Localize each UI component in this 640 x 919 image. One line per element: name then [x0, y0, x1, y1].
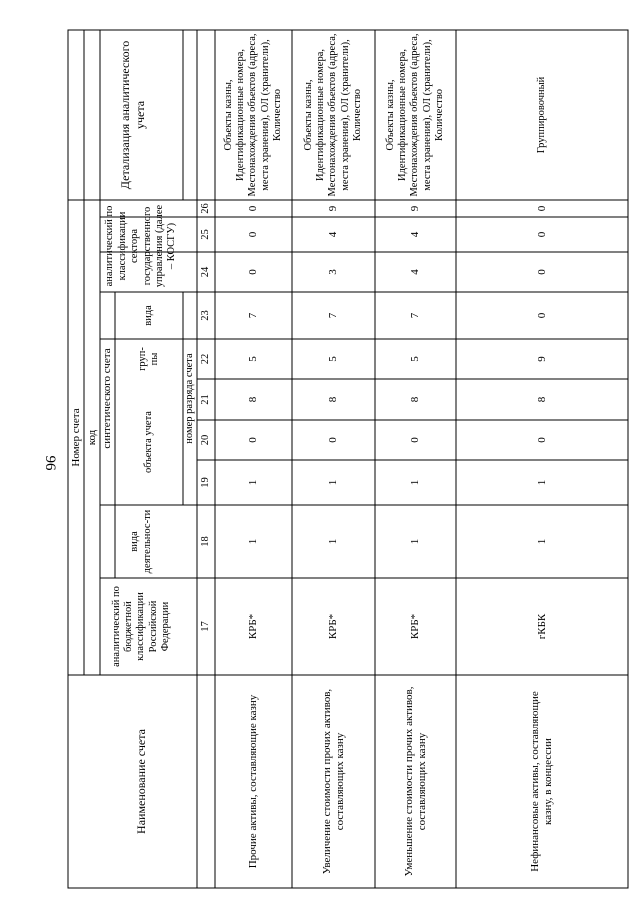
header-kind: вида [142, 305, 154, 326]
header-account-number: Номер счета [69, 408, 82, 467]
row-cell: 7 [409, 312, 422, 319]
row-cell: КРБ* [327, 613, 340, 640]
column-number: 17 [199, 621, 211, 632]
row-cell: 0 [247, 231, 260, 238]
row-cell: 0 [535, 437, 548, 443]
row-account-name: Уменьшение стоимости прочих активов, составляющих казну [402, 686, 428, 877]
row-cell: 8 [409, 396, 422, 403]
row-cell: 0 [535, 269, 548, 275]
row-cell: 4 [409, 231, 422, 238]
row-cell: 1 [247, 538, 260, 545]
row-cell: 9 [409, 205, 422, 212]
row-cell: 0 [535, 231, 548, 238]
row-account-name: Увеличение стоимости прочих активов, составляющих казну [320, 688, 346, 875]
row-detail: Объекты казны, Идентификационные номера, Местонахождения объектов (адреса, места хранения), ОЛ (хранители), Количество [302, 33, 364, 197]
column-number: 20 [199, 434, 211, 446]
column-number: 26 [199, 203, 211, 214]
row-cell: 7 [247, 312, 260, 319]
row-cell: 5 [409, 356, 422, 362]
row-detail: Группировочный [535, 76, 547, 154]
row-cell: 3 [327, 269, 340, 275]
header-account-object: объекта учета [142, 411, 154, 473]
header-analytical-kosgu: аналитический по классификации сектора государственного управления (далее – КОСГУ) [104, 204, 178, 288]
header-analytical-budget: аналитический по бюджетной классификации Российской Федерации [110, 586, 172, 667]
row-detail: Объекты казны, Идентификационные номера, Местонахождения объектов (адреса, места хранения), ОЛ (хранители), Количество [222, 33, 284, 197]
row-account-name: Нефинансовые активы, составляющие казну, в концессии [529, 691, 554, 872]
row-cell: 5 [247, 356, 260, 362]
row-cell: 1 [409, 538, 422, 545]
row-cell: 1 [327, 538, 340, 545]
header-synthetic: синтетического счета [101, 348, 114, 449]
row-cell: 1 [535, 538, 548, 545]
column-number: 23 [199, 310, 211, 321]
header-group: груп-пы [136, 347, 160, 371]
row-cell: 9 [327, 205, 340, 212]
row-cell: 8 [327, 396, 340, 403]
row-cell: 0 [247, 205, 260, 212]
row-cell: 1 [247, 479, 260, 486]
column-number: 18 [199, 536, 211, 547]
row-cell: 1 [535, 479, 548, 486]
row-cell: 4 [327, 231, 340, 238]
row-cell: 0 [327, 437, 340, 443]
header-account-name: Наименование счета [134, 729, 149, 834]
row-cell: 8 [247, 396, 260, 403]
row-cell: 0 [409, 437, 422, 443]
column-number: 22 [199, 353, 211, 365]
row-cell: КРБ* [409, 613, 422, 640]
header-activity-type: вида деятельнос-ти [129, 509, 153, 574]
row-cell: 9 [535, 356, 548, 362]
row-detail: Объекты казны, Идентификационные номера, Местонахождения объектов (адреса, места хранения), ОЛ (хранители), Количество [384, 33, 446, 197]
column-number: 25 [199, 229, 211, 240]
header-detail: Детализация аналитического учета [118, 40, 147, 190]
row-cell: 7 [327, 312, 340, 319]
row-cell: 0 [247, 269, 260, 275]
row-cell: 8 [535, 396, 548, 403]
row-cell: гКБК [535, 613, 548, 640]
row-cell: 1 [327, 479, 340, 486]
row-cell: 5 [327, 356, 340, 362]
row-cell: 4 [409, 269, 422, 275]
header-code: код [85, 429, 98, 446]
row-cell: 0 [535, 312, 548, 319]
row-account-name: Прочие активы, составляющие казну [247, 694, 260, 869]
column-number: 19 [199, 477, 211, 488]
row-cell: 0 [247, 437, 260, 443]
row-cell: 1 [409, 479, 422, 486]
page-number: 96 [42, 455, 58, 471]
header-digit-number: номер разряда счета [183, 353, 195, 444]
row-cell: 0 [535, 205, 548, 212]
column-number: 24 [199, 266, 211, 278]
column-number: 21 [199, 394, 211, 405]
row-cell: КРБ* [247, 613, 260, 640]
